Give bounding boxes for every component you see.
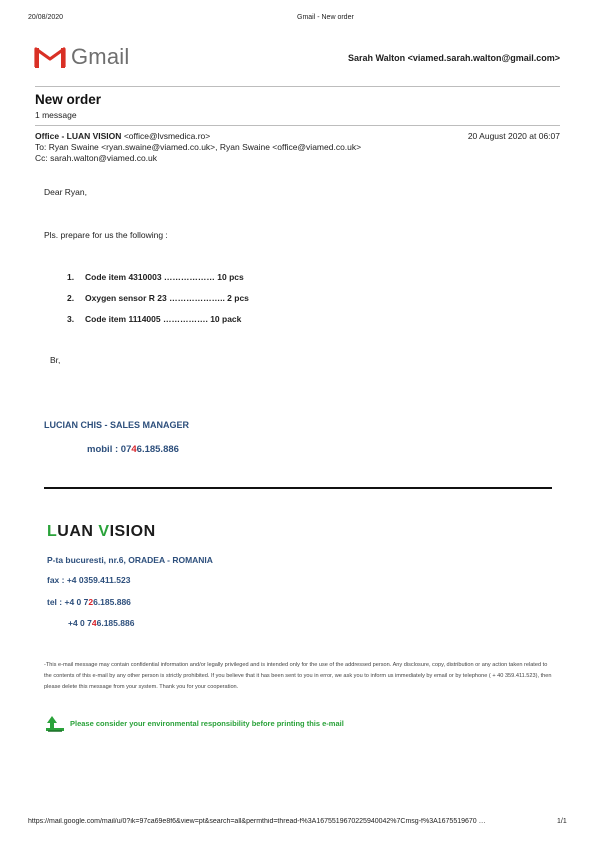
mobile-part: 07	[120, 444, 132, 455]
signature-name-title: LUCIAN CHIS - SALES MANAGER	[44, 420, 190, 430]
item-text: Code item 1114005 ……………. 10 pack	[85, 314, 242, 324]
item-number: 1.	[67, 272, 75, 282]
brand-part: ISION	[109, 523, 156, 540]
tel-highlight: 4	[91, 618, 97, 628]
recycle-arrow-icon	[45, 714, 65, 732]
print-date: 20/08/2020	[28, 14, 64, 21]
gmail-logo[interactable]	[34, 44, 129, 70]
eco-note-text: Please consider your environmental responsibility before printing this e-mail	[70, 718, 344, 728]
greeting: Dear Ryan,	[44, 187, 87, 197]
sender-name: Office - LUAN VISION	[35, 131, 122, 141]
page-number: 1/1	[557, 818, 567, 825]
sender-line	[35, 131, 210, 141]
eco-note	[45, 714, 344, 732]
signature-mobile	[87, 444, 179, 455]
tel-part: 6.185.886	[93, 597, 131, 607]
item-number: 2.	[67, 293, 75, 303]
print-url: https://mail.google.com/mail/u/0?ik=97ca69e8f6&view=pt&search=all&permthid=thread-f%3A1675519670225940042%7Cmsg-f%3A1675519670 …	[28, 818, 486, 825]
tel-label: tel :	[47, 597, 65, 607]
thread-subject: New order	[35, 92, 102, 107]
header-divider	[35, 86, 560, 87]
gmail-envelope-icon	[34, 45, 66, 69]
print-title: Gmail - New order	[297, 14, 354, 21]
brand-logo-text	[47, 523, 156, 541]
subject-divider	[35, 125, 560, 126]
signature-tel-2	[68, 618, 134, 628]
tel-highlight: 2	[88, 597, 94, 607]
signature-divider	[44, 487, 552, 489]
message-timestamp: 20 August 2020 at 06:07	[467, 131, 560, 141]
brand-part: UAN	[57, 523, 99, 540]
legal-disclaimer: -This e-mail message may contain confidential information and/or legally privileged and is intended only for the use of the addressed person. Any disclosure, copy, distribution or any action taken related to the contents of this e-mail by any other person is strictly prohibited. If you believe that it has been sent to you in error, we ask you to inform us immediately by email or by telephone ( + 40 359.411.523), then please delete this message from your system. Thank you for your cooperation.	[44, 662, 552, 690]
account-label: Sarah Walton <viamed.sarah.walton@gmail.com>	[347, 53, 560, 63]
mobile-part: 6.185.886	[136, 444, 179, 455]
signature-tel	[47, 597, 131, 607]
tel-part: +4 0 7	[68, 618, 92, 628]
brand-letter-l: L	[47, 523, 58, 540]
gmail-wordmark: Gmail	[71, 44, 130, 69]
signature-fax: fax : +4 0359.411.523	[47, 575, 131, 585]
list-item	[67, 293, 249, 303]
brand-letter-v: V	[98, 523, 110, 540]
tel-part: +4 0 7	[64, 597, 89, 607]
to-recipients: To: Ryan Swaine <ryan.swaine@viamed.co.uk>, Ryan Swaine <office@viamed.co.uk>	[35, 142, 362, 152]
list-item	[67, 314, 241, 324]
tel-part: 6.185.886	[96, 618, 135, 628]
sender-email[interactable]: <office@lvsmedica.ro>	[123, 131, 211, 141]
item-number: 3.	[67, 314, 75, 324]
list-item	[67, 272, 244, 282]
closing: Br,	[50, 355, 61, 365]
message-count: 1 message	[35, 110, 77, 120]
mobile-highlight: 4	[131, 444, 137, 455]
item-text: Oxygen sensor R 23 ……………….. 2 pcs	[85, 293, 249, 303]
intro-line: Pls. prepare for us the following :	[44, 230, 168, 240]
signature-address: P-ta bucuresti, nr.6, ORADEA - ROMANIA	[47, 555, 213, 565]
mobile-label: mobil :	[87, 444, 121, 455]
cc-recipients: Cc: sarah.walton@viamed.co.uk	[35, 153, 158, 163]
item-text: Code item 4310003 ……………… 10 pcs	[85, 272, 244, 282]
